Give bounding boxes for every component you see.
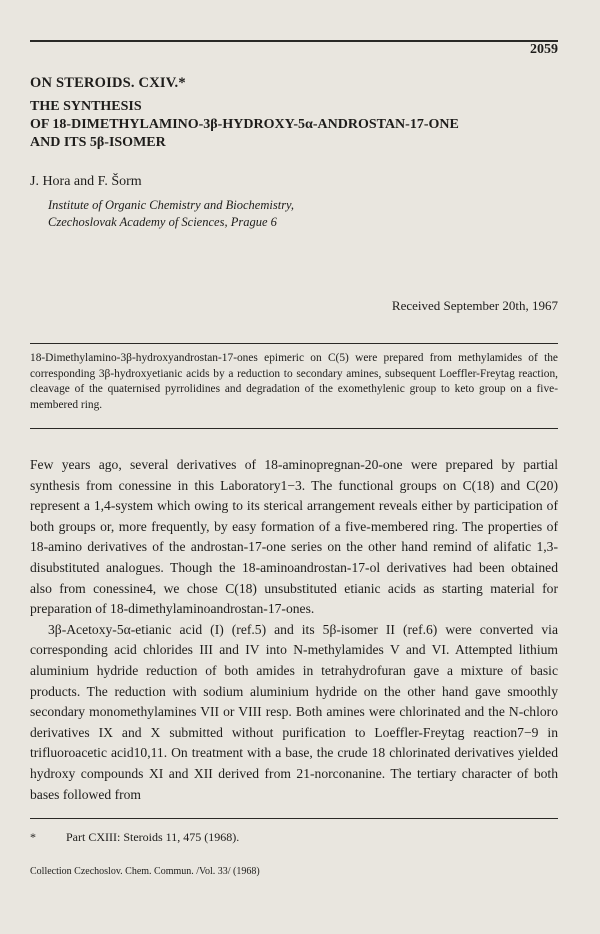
affiliation: [48, 197, 294, 231]
authors: J. Hora and F. Šorm: [30, 174, 142, 189]
affiliation-line: Czechoslovak Academy of Sciences, Prague 6: [48, 215, 277, 229]
top-rule: [30, 40, 558, 42]
paragraph: Few years ago, several derivatives of 18-aminopregnan-20-one were prepared by partial synthesis from conessine in this Laboratory1−3. The functional groups on C(18) and C(20) represent a 1,4-system which owing to its sterical arrangement reveals either by participation of both groups or, more frequently, by easy formation of a five-membered ring. The properties of 18-amino derivatives of the androstan-17-one series on the other hand remind of alifatic 1,3-disubstituted analogues. Though the 18-aminoandrostan-17-ol derivatives had been obtained also from conessine4, we chose C(18) unsubstituted etianic acids as starting material for preparation of 18-dimethylaminoandrostan-17-ones.: [30, 457, 558, 617]
received-date: Received September 20th, 1967: [391, 298, 558, 313]
footnote: [30, 830, 239, 845]
paragraph: 3β-Acetoxy-5α-etianic acid (I) (ref.5) and its 5β-isomer II (ref.6) were converted via corresponding acid chlorides III and IV into N-methylamides V and VI. Attempted lithium aluminium hydride reduction of both amides in tetrahydrofuran gave a mixture of basic products. The reduction with sodium aluminium hydride on the other hand gave smoothly secondary monomethylamines VII or VIII resp. Both amines were chlorinated and the N-chloro derivatives IX and X submitted without purification to Loeffler-Freytag reaction7−9 in trifluoroacetic acid10,11. On treatment with a base, the crude 18 chlorinated derivatives yielded hydroxy compounds XI and XII derived from 21-norconanine. The tertiary character of both bases followed from: [30, 621, 558, 802]
series-heading: ON STEROIDS. CXIV.*: [30, 75, 186, 91]
abstract: 18-Dimethylamino-3β-hydroxyandrostan-17-ones epimeric on C(5) were prepared from methylamides of the corresponding 3β-hydroxyetianic acids by a reduction to secondary amines, subsequent Loeffler-Freytag reaction, cleavage of the quaternised pyrrolidines and degradation of the exomethylenic group to keto group on a five-membered ring.: [30, 352, 558, 411]
page-number: 2059: [530, 42, 558, 57]
footnote-rule: [30, 818, 558, 819]
title-line: AND ITS 5β-ISOMER: [30, 135, 166, 150]
article-body: [30, 455, 558, 805]
abstract-top-rule: [30, 343, 558, 344]
abstract-bottom-rule: [30, 428, 558, 429]
title-line: THE SYNTHESIS: [30, 99, 142, 114]
footnote-mark: *: [30, 830, 36, 844]
journal-footer: Collection Czechoslov. Chem. Commun. /Vol. 33/ (1968): [30, 866, 260, 877]
article-title: [30, 98, 459, 152]
title-line: OF 18-DIMETHYLAMINO-3β-HYDROXY-5α-ANDROSTAN-17-ONE: [30, 117, 459, 132]
footnote-text: Part CXIII: Steroids 11, 475 (1968).: [66, 830, 240, 844]
affiliation-line: Institute of Organic Chemistry and Biochemistry,: [48, 198, 295, 212]
